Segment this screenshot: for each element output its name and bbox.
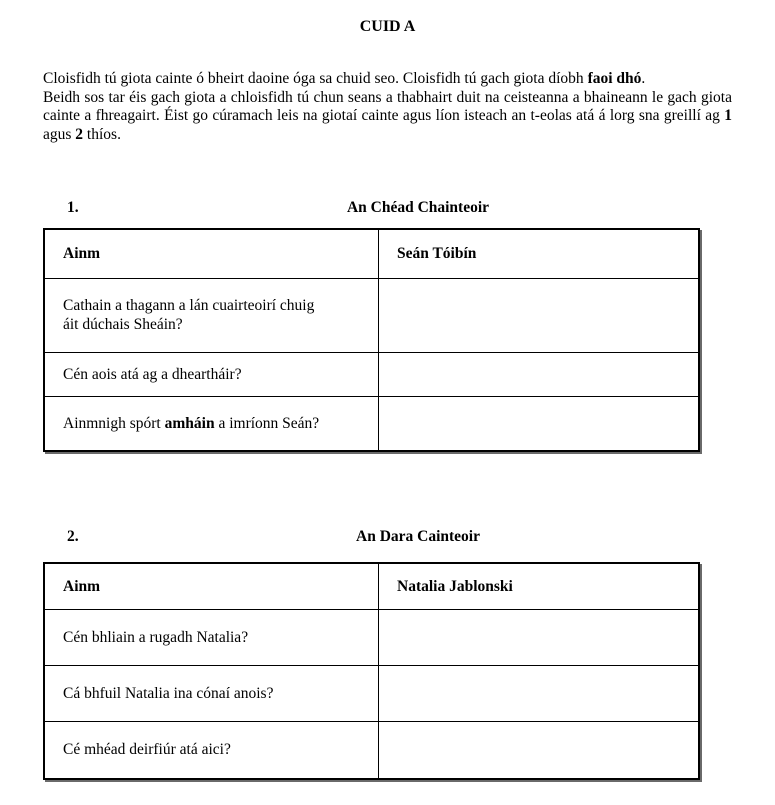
speaker-1-table — [43, 228, 700, 452]
table-header-row — [44, 563, 699, 609]
question-cell: Cé mhéad deirfiúr atá aici? — [44, 721, 379, 779]
name-value-cell: Seán Tóibín — [379, 229, 700, 278]
answer-cell[interactable] — [379, 278, 700, 352]
name-label-cell: Ainm — [44, 229, 379, 278]
question-cell: Ainmnigh spórt amháin a imríonn Seán? — [44, 396, 379, 451]
name-value-cell: Natalia Jablonski — [379, 563, 700, 609]
table-row — [44, 396, 699, 451]
section-2-title: An Dara Cainteoir — [356, 528, 480, 545]
table-row — [44, 609, 699, 665]
section-1-number: 1. — [67, 199, 79, 216]
table-row — [44, 352, 699, 396]
answer-cell[interactable] — [379, 352, 700, 396]
table-row — [44, 665, 699, 721]
instructions-paragraph-1: Cloisfidh tú giota cainte ó bheirt daoine óga sa chuid seo. Cloisfidh tú gach giota díobh faoi dhó. — [43, 70, 646, 87]
question-cell: Cén bhliain a rugadh Natalia? — [44, 609, 379, 665]
answer-cell[interactable] — [379, 665, 700, 721]
answer-cell[interactable] — [379, 396, 700, 451]
answer-cell[interactable] — [379, 609, 700, 665]
question-cell: Cá bhfuil Natalia ina cónaí anois? — [44, 665, 379, 721]
section-2-number: 2. — [67, 528, 79, 545]
table-header-row — [44, 229, 699, 278]
name-label-cell: Ainm — [44, 563, 379, 609]
question-cell: Cén aois atá ag a dheartháir? — [44, 352, 379, 396]
page-title: CUID A — [359, 18, 416, 35]
speaker-2-table — [43, 562, 700, 780]
question-cell: Cathain a thagann a lán cuairteoirí chuig áit dúchais Sheáin? — [44, 278, 379, 352]
section-1-title: An Chéad Chainteoir — [346, 199, 490, 216]
instructions-paragraph-2: Beidh sos tar éis gach giota a chloisfidh tú chun seans a thabhairt duit na ceisteanna a bhaineann le gach giota cainte a fhreagairt. Éist go cúramach leis na giotaí cainte agus líon isteach an t-eolas atá á lorg sna greillí ag 1 agus 2 thíos. — [43, 88, 732, 143]
table-row — [44, 721, 699, 779]
table-row — [44, 278, 699, 352]
answer-cell[interactable] — [379, 721, 700, 779]
instructions — [43, 70, 732, 144]
